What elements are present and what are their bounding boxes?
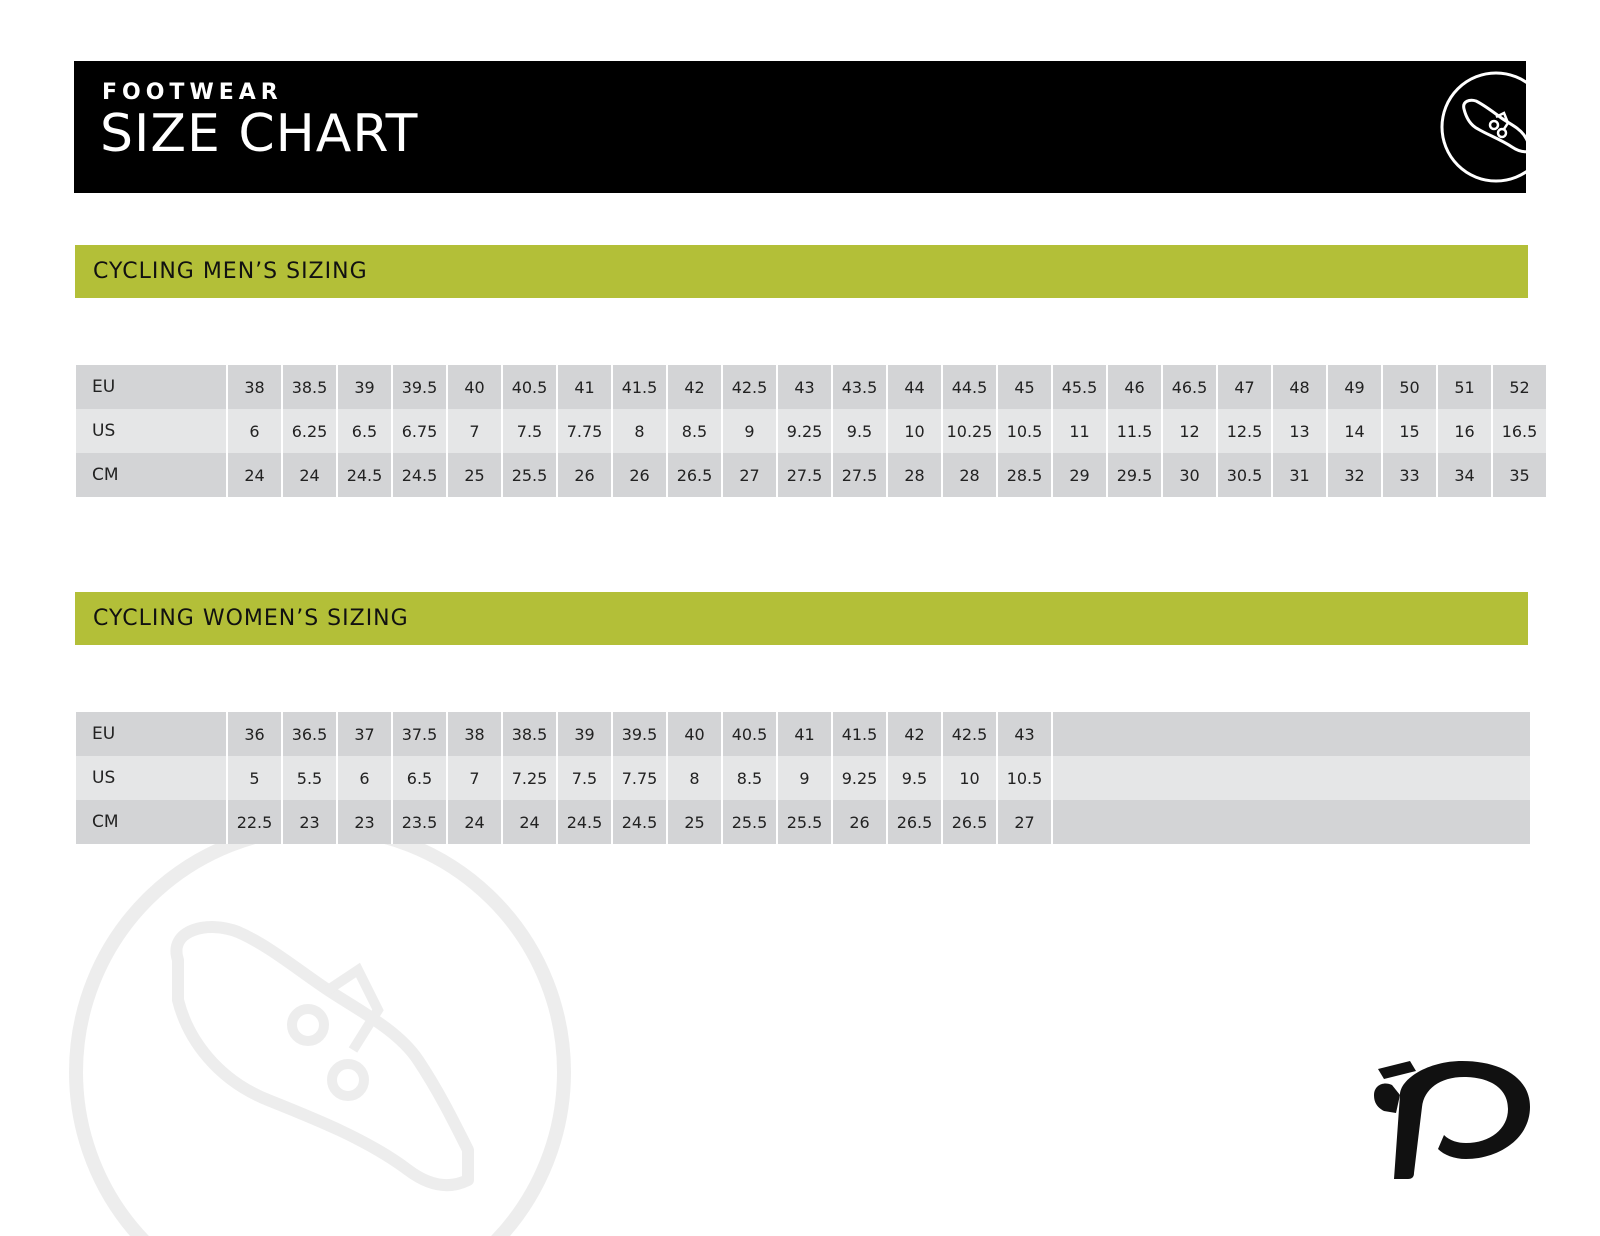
- size-cell: 48: [1272, 365, 1327, 409]
- size-cell: 26: [612, 453, 667, 497]
- size-cell: 39.5: [392, 365, 447, 409]
- size-cell: 32: [1327, 453, 1382, 497]
- size-cell: 6.75: [392, 409, 447, 453]
- size-cell: 49: [1327, 365, 1382, 409]
- size-cell: 10: [942, 756, 997, 800]
- size-cell: 41.5: [832, 712, 887, 756]
- size-cell: 8.5: [722, 756, 777, 800]
- size-cell: 38.5: [282, 365, 337, 409]
- size-cell: 9.5: [832, 409, 887, 453]
- size-cell: 23.5: [392, 800, 447, 844]
- row-label: EU: [76, 712, 227, 756]
- size-cell: 14: [1327, 409, 1382, 453]
- size-cell: 24.5: [612, 800, 667, 844]
- size-cell: 5: [227, 756, 282, 800]
- women-section-band: [75, 592, 1528, 645]
- size-cell: 12.5: [1217, 409, 1272, 453]
- empty-cell: [1052, 712, 1530, 756]
- size-cell: 26.5: [942, 800, 997, 844]
- size-cell: 29.5: [1107, 453, 1162, 497]
- women-row-us: [76, 756, 1530, 800]
- size-cell: 47: [1217, 365, 1272, 409]
- size-cell: 41: [557, 365, 612, 409]
- size-cell: 6: [227, 409, 282, 453]
- size-cell: 24.5: [557, 800, 612, 844]
- size-cell: 12: [1162, 409, 1217, 453]
- size-cell: 31: [1272, 453, 1327, 497]
- size-cell: 45.5: [1052, 365, 1107, 409]
- size-cell: 41.5: [612, 365, 667, 409]
- size-cell: 27.5: [832, 453, 887, 497]
- men-section-heading: CYCLING MEN’S SIZING: [93, 259, 368, 284]
- size-cell: 43: [997, 712, 1052, 756]
- cycling-shoe-watermark-icon: [68, 820, 588, 1236]
- size-cell: 42.5: [942, 712, 997, 756]
- size-cell: 43.5: [832, 365, 887, 409]
- size-cell: 25: [447, 453, 502, 497]
- size-cell: 39: [557, 712, 612, 756]
- size-cell: 26.5: [887, 800, 942, 844]
- size-cell: 36: [227, 712, 282, 756]
- size-cell: 27.5: [777, 453, 832, 497]
- size-cell: 24: [282, 453, 337, 497]
- size-cell: 36.5: [282, 712, 337, 756]
- size-cell: 6.5: [337, 409, 392, 453]
- size-cell: 24.5: [392, 453, 447, 497]
- size-cell: 25.5: [502, 453, 557, 497]
- size-cell: 40: [667, 712, 722, 756]
- size-cell: 28: [887, 453, 942, 497]
- size-cell: 26: [832, 800, 887, 844]
- size-cell: 28.5: [997, 453, 1052, 497]
- size-cell: 41: [777, 712, 832, 756]
- size-cell: 46.5: [1162, 365, 1217, 409]
- size-cell: 13: [1272, 409, 1327, 453]
- women-size-table: [76, 712, 1530, 844]
- size-cell: 26.5: [667, 453, 722, 497]
- size-cell: 23: [337, 800, 392, 844]
- size-cell: 24.5: [337, 453, 392, 497]
- size-cell: 9: [722, 409, 777, 453]
- brand-logo-icon: [1370, 1055, 1535, 1185]
- size-cell: 6.25: [282, 409, 337, 453]
- size-cell: 10.5: [997, 756, 1052, 800]
- empty-cell: [1052, 756, 1530, 800]
- size-cell: 26: [557, 453, 612, 497]
- size-cell: 7.5: [557, 756, 612, 800]
- size-cell: 27: [997, 800, 1052, 844]
- size-cell: 30: [1162, 453, 1217, 497]
- size-cell: 24: [447, 800, 502, 844]
- size-cell: 9: [777, 756, 832, 800]
- size-cell: 15: [1382, 409, 1437, 453]
- row-label: EU: [76, 365, 227, 409]
- size-cell: 9.25: [832, 756, 887, 800]
- size-cell: 7: [447, 409, 502, 453]
- size-cell: 25.5: [722, 800, 777, 844]
- size-cell: 25.5: [777, 800, 832, 844]
- size-cell: 7.25: [502, 756, 557, 800]
- size-cell: 39.5: [612, 712, 667, 756]
- size-cell: 35: [1492, 453, 1547, 497]
- size-cell: 7.5: [502, 409, 557, 453]
- size-cell: 7: [447, 756, 502, 800]
- size-cell: 16: [1437, 409, 1492, 453]
- row-label: CM: [76, 800, 227, 844]
- size-cell: 40.5: [502, 365, 557, 409]
- size-cell: 52: [1492, 365, 1547, 409]
- size-cell: 10.25: [942, 409, 997, 453]
- size-cell: 39: [337, 365, 392, 409]
- size-cell: 38: [227, 365, 282, 409]
- size-cell: 7.75: [557, 409, 612, 453]
- women-section-heading: CYCLING WOMEN’S SIZING: [93, 606, 409, 631]
- size-cell: 10.5: [997, 409, 1052, 453]
- size-cell: 6.5: [392, 756, 447, 800]
- row-label: CM: [76, 453, 227, 497]
- size-cell: 8: [667, 756, 722, 800]
- size-cell: 24: [227, 453, 282, 497]
- empty-cell: [1052, 800, 1530, 844]
- size-cell: 51: [1437, 365, 1492, 409]
- women-row-cm: [76, 800, 1530, 844]
- size-cell: 44.5: [942, 365, 997, 409]
- men-section-band: [75, 245, 1528, 298]
- size-cell: 42: [887, 712, 942, 756]
- size-cell: 37.5: [392, 712, 447, 756]
- size-cell: 33: [1382, 453, 1437, 497]
- size-cell: 38: [447, 712, 502, 756]
- size-cell: 28: [942, 453, 997, 497]
- page-header: [74, 61, 1526, 193]
- size-cell: 44: [887, 365, 942, 409]
- size-cell: 45: [997, 365, 1052, 409]
- size-cell: 34: [1437, 453, 1492, 497]
- size-cell: 30.5: [1217, 453, 1272, 497]
- size-cell: 38.5: [502, 712, 557, 756]
- men-row-eu: [76, 365, 1547, 409]
- size-cell: 6: [337, 756, 392, 800]
- size-cell: 42.5: [722, 365, 777, 409]
- size-cell: 42: [667, 365, 722, 409]
- size-cell: 46: [1107, 365, 1162, 409]
- size-cell: 27: [722, 453, 777, 497]
- size-cell: 5.5: [282, 756, 337, 800]
- size-cell: 9.25: [777, 409, 832, 453]
- size-cell: 43: [777, 365, 832, 409]
- size-cell: 22.5: [227, 800, 282, 844]
- size-cell: 40.5: [722, 712, 777, 756]
- row-label: US: [76, 409, 227, 453]
- size-cell: 29: [1052, 453, 1107, 497]
- row-label: US: [76, 756, 227, 800]
- size-cell: 50: [1382, 365, 1437, 409]
- size-cell: 11.5: [1107, 409, 1162, 453]
- size-cell: 37: [337, 712, 392, 756]
- size-cell: 10: [887, 409, 942, 453]
- size-cell: 40: [447, 365, 502, 409]
- men-row-us: [76, 409, 1547, 453]
- size-cell: 9.5: [887, 756, 942, 800]
- size-cell: 8: [612, 409, 667, 453]
- size-cell: 23: [282, 800, 337, 844]
- men-size-table: [76, 365, 1548, 497]
- men-row-cm: [76, 453, 1547, 497]
- size-cell: 16.5: [1492, 409, 1547, 453]
- size-cell: 7.75: [612, 756, 667, 800]
- header-eyebrow: FOOTWEAR: [102, 80, 283, 105]
- size-cell: 24: [502, 800, 557, 844]
- cycling-shoe-icon: [1434, 67, 1526, 187]
- size-cell: 25: [667, 800, 722, 844]
- size-cell: 8.5: [667, 409, 722, 453]
- women-row-eu: [76, 712, 1530, 756]
- size-cell: 11: [1052, 409, 1107, 453]
- page-title: SIZE CHART: [100, 104, 419, 164]
